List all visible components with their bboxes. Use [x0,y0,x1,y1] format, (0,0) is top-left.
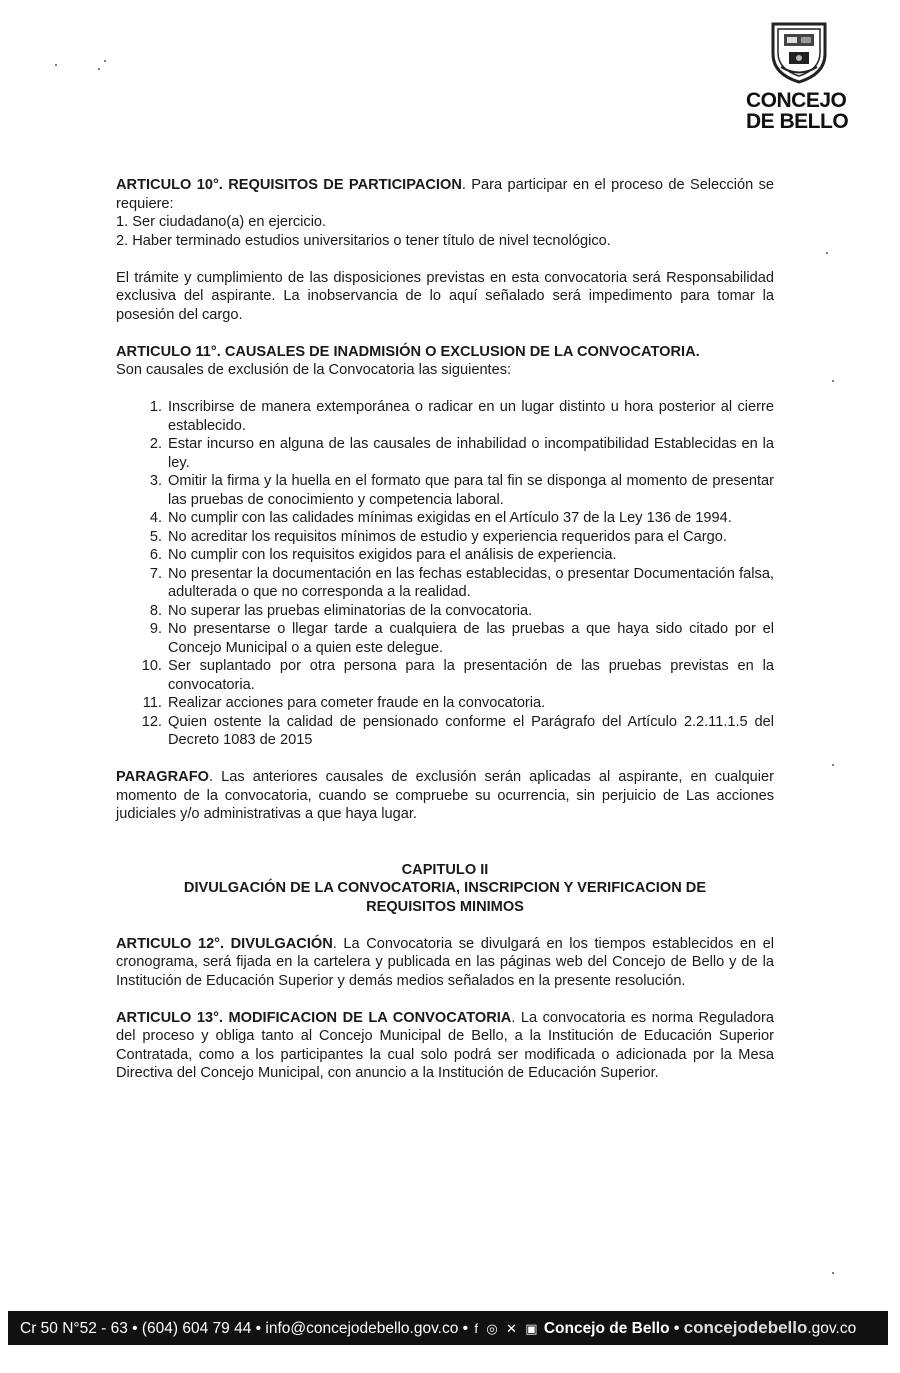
list-item: 7. No presentar la documentación en las fechas establecidas, o presentar Documentación falsa, adulterada o que no corresponda a la realidad. [149,565,774,600]
exclusion-causes-list [116,398,774,750]
paragrafo [116,768,774,824]
logo-line-1: CONCEJO [746,89,847,112]
list-item: 1. Inscribirse de manera extemporánea o radicar en un lugar distinto u hora posterior al cierre establecido. [149,399,774,434]
art11-intro: Son causales de exclusión de la Convocatoria las siguientes: [116,362,512,378]
list-item: 4. No cumplir con las calidades mínimas exigidas en el Artículo 37 de la Ley 136 de 1994. [149,510,732,526]
footer-site-domain: .gov.co [807,1320,857,1337]
art13 [116,1009,774,1083]
x-icon: ✕ [505,1321,517,1336]
document-body [116,176,774,1083]
art10-intro-text: . Para participar en el proceso de Selección se requiere: [116,177,774,212]
art13-title: ARTICULO 13°. MODIFICACION DE LA CONVOCATORIA [116,1009,512,1026]
art10-title: ARTICULO 10°. REQUISITOS DE PARTICIPACION [116,177,462,193]
list-item: 10. Ser suplantado por otra persona para la presentación de las pruebas previstas en la convocatoria. [141,658,774,693]
seal-icon [767,20,831,84]
list-item: 12. Quien ostente la calidad de pensionado conforme el Parágrafo del Artículo 2.2.11.1.5 del Decreto 1083 de 2015 [141,713,774,748]
concejo-logo [744,20,854,132]
chapter-title-line-1: DIVULGACIÓN DE LA CONVOCATORIA, INSCRIPCION Y VERIFICACION DE [183,880,707,896]
logo-line-2: DE BELLO [746,110,849,133]
art12-title: ARTICULO 12°. DIVULGACIÓN [116,935,333,952]
art10-item-1: 1. Ser ciudadano(a) en ejercicio. [116,214,327,230]
list-item: 5. No acreditar los requisitos mínimos de estudio y experiencia requeridos para el Cargo. [149,528,727,545]
list-item: 9. No presentarse o llegar tarde a cualquiera de las pruebas a que haya sido citado por el Concejo Municipal o a quien este delegue. [149,621,774,656]
youtube-icon: ▣ [525,1321,538,1336]
chapter-label: CAPITULO II [401,861,489,878]
footer-brand: Concejo de Bello • [543,1320,680,1337]
list-item: 8. No superar las pruebas eliminatorias de la convocatoria. [149,602,533,619]
list-item: 2. Estar incurso en alguna de las causales de inhabilidad o incompatibilidad Establecidas en la ley. [149,436,774,471]
footer-address: Cr 50 N°52 - 63 • (604) 604 79 44 • info@concejodebello.gov.co • [20,1320,469,1337]
art10-paragraph: El trámite y cumplimiento de las disposiciones previstas en esta convocatoria será Responsabilidad exclusiva del aspirante. La inobservancia de lo aquí señalado será impedimento para tomar la posesión del cargo. [116,269,774,323]
art13-text: . La convocatoria es norma Reguladora del proceso y obliga tanto al Concejo Municipal de Bello, a la Institución de Educación Superior Contratada, como a los participantes la cual solo podrá ser modificada o adicionada por la Mesa Directiva del Concejo Municipal, con anuncio a la Institución de Educación Superior. [116,1009,774,1081]
instagram-icon: ◎ [486,1321,498,1336]
art11-title: ARTICULO 11°. CAUSALES DE INADMISIÓN O EXCLUSION DE LA CONVOCATORIA. [116,343,700,360]
footer-bar [8,1311,888,1345]
art10-intro [116,176,774,213]
art12-text: . La Convocatoria se divulgará en los tiempos establecidos en el cronograma, será fijada en la cartelera y publicada en las páginas web del Concejo de Bello y de la Institución de Educación Superior y demás medios señalados en la presente resolución. [116,935,775,989]
list-item: 3. Omitir la firma y la huella en el formato que para tal fin se disponga al momento de presentar las pruebas de conocimiento y competencia laboral. [149,473,774,508]
list-item: 11. Realizar acciones para cometer fraude en la convocatoria. [142,695,546,711]
facebook-icon: f [474,1321,479,1336]
footer-site: concejodebello [683,1318,808,1337]
list-item: 6. No cumplir con los requisitos exigidos para el análisis de experiencia. [149,547,617,563]
art10-item-2: 2. Haber terminado estudios universitarios o tener título de nivel tecnológico. [116,232,611,249]
paragrafo-text: . Las anteriores causales de exclusión serán aplicadas al aspirante, en cualquier momento de la convocatoria, cuando se compruebe su ocurrencia, sin perjuicio de Las acciones judiciales y/o administrativas a que haya lugar. [116,769,774,822]
art12 [116,935,774,991]
paragrafo-label: PARAGRAFO [116,769,209,785]
chapter-title-line-2: REQUISITOS MINIMOS [366,898,524,915]
